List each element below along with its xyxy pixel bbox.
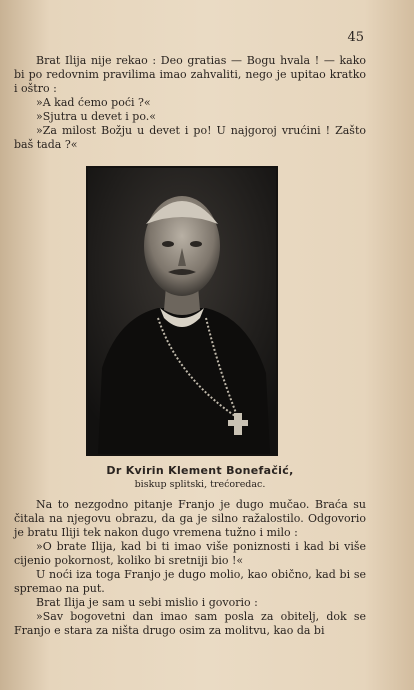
paragraph: Brat Ilija je sam u sebi mislio i govorio : (36, 596, 258, 609)
portrait-caption-name: Dr Kvirin Klement Bonefačić, (106, 464, 294, 477)
page-number: 45 (347, 30, 364, 45)
dialogue-line: »Sjutra u devet i po.« (36, 110, 156, 123)
top-text-block (14, 54, 366, 152)
portrait-caption-subtitle: biskup splitski, trećoredac. (134, 479, 266, 490)
paragraph: U noći iza toga Franjo je dugo molio, kao obično, kad bi se spremao na put. (14, 568, 366, 595)
bottom-text-block (14, 498, 366, 638)
dialogue-line: »A kad ćemo poći ?« (36, 96, 151, 109)
bishop-portrait-image (88, 168, 276, 454)
dialogue-line: »Sav bogovetni dan imao sam posla za obitelj, dok se Franjo e stara za ništa drugo osim za molitvu, kao da bi (14, 610, 366, 637)
dialogue-line: »Za milost Božju u devet i po! U najgoroj vrućini ! Zašto baš tada ?« (14, 124, 366, 151)
paragraph: Na to nezgodno pitanje Franjo je dugo mučao. Braća su čitala na njegovu obrazu, da ga je silno ražalostilo. Odgovorio je bratu Iliji tek nakon dugo vremena tužno i milo : (14, 498, 366, 539)
dialogue-line: »O brate Ilija, kad bi ti imao više poniznosti i kad bi više cijenio pokornost, koliko bi sretniji bio !« (14, 540, 366, 567)
portrait-photo (86, 166, 278, 456)
paragraph: Brat Ilija nije rekao : Deo gratias — Bogu hvala ! — kako bi po redovnim pravilima imao zahvaliti, nego je upitao kratko i oštro : (14, 54, 366, 95)
